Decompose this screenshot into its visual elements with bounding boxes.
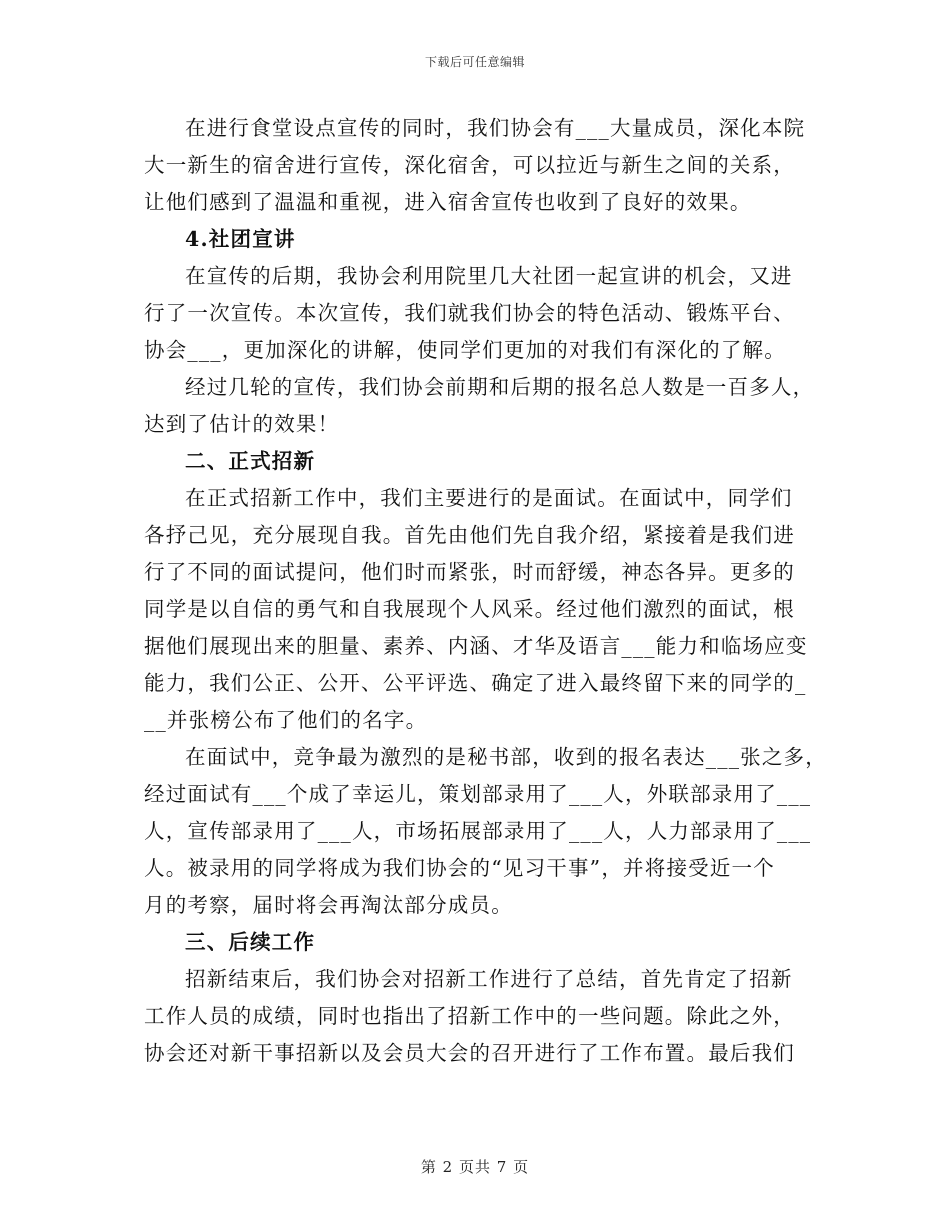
page-header: 下载后可任意编辑	[424, 55, 525, 69]
body-text-line: 在面试中，竞争最为激烈的是秘书部，收到的报名表达___张之多，	[185, 745, 827, 769]
section-heading: 二、正式招新	[185, 449, 316, 473]
body-text-line: 大一新生的宿舍进行宣传，深化宿舍，可以拉近与新生之间的关系，	[144, 153, 795, 177]
body-text-line: 达到了估计的效果！	[144, 412, 340, 436]
body-text-line: 在进行食堂设点宣传的同时，我们协会有___大量成员，深化本院	[185, 116, 806, 140]
body-text-line: 各抒己见，充分展现自我。首先由他们先自我介绍，紧接着是我们进	[144, 523, 795, 547]
body-text-line: 协会还对新干事招新以及会员大会的召开进行了工作布置。最后我们	[144, 1041, 795, 1065]
body-text-line: 月的考察，届时将会再淘汰部分成员。	[144, 893, 513, 917]
section-heading: 4.社团宣讲	[185, 227, 296, 251]
body-text-line: 能力，我们公正、公开、公平评选、确定了进入最终留下来的同学的_	[144, 671, 807, 695]
body-text-line: 在正式招新工作中，我们主要进行的是面试。在面试中，同学们	[185, 486, 793, 510]
body-text-line: 在宣传的后期，我协会利用院里几大社团一起宣讲的机会，又进	[185, 264, 793, 288]
body-text-line: 人。被录用的同学将成为我们协会的“见习干事”，并将接受近一个	[144, 856, 775, 880]
body-text-line: 经过几轮的宣传，我们协会前期和后期的报名总人数是一百多人，	[185, 375, 815, 399]
body-text-line: 行了不同的面试提问，他们时而紧张，时而舒缓，神态各异。更多的	[144, 560, 795, 584]
body-text-line: 让他们感到了温温和重视，进入宿舍宣传也收到了良好的效果。	[144, 190, 752, 214]
body-text-line: 招新结束后，我们协会对招新工作进行了总结，首先肯定了招新	[185, 967, 793, 991]
body-text-line: 同学是以自信的勇气和自我展现个人风采。经过他们激烈的面试，根	[144, 597, 795, 621]
body-text-line: 据他们展现出来的胆量、素养、内涵、才华及语言___能力和临场应变	[144, 634, 808, 658]
body-text-line: 行了一次宣传。本次宣传，我们就我们协会的特色活动、锻炼平台、	[144, 301, 795, 325]
section-heading: 三、后续工作	[185, 930, 316, 954]
body-text-line: __并张榜公布了他们的名字。	[144, 708, 428, 732]
page-footer: 第 2 页共 7 页	[420, 1158, 530, 1176]
document-body	[144, 110, 827, 1072]
body-text-line: 经过面试有___个成了幸运儿，策划部录用了___人，外联部录用了___	[144, 782, 812, 806]
body-text-line: 工作人员的成绩，同时也指出了招新工作中的一些问题。除此之外，	[144, 1004, 795, 1028]
body-text-line: 协会___，更加深化的讲解，使同学们更加的对我们有深化的了解。	[144, 338, 786, 362]
body-text-line: 人，宣传部录用了___人，市场拓展部录用了___人，人力部录用了___	[144, 819, 812, 843]
